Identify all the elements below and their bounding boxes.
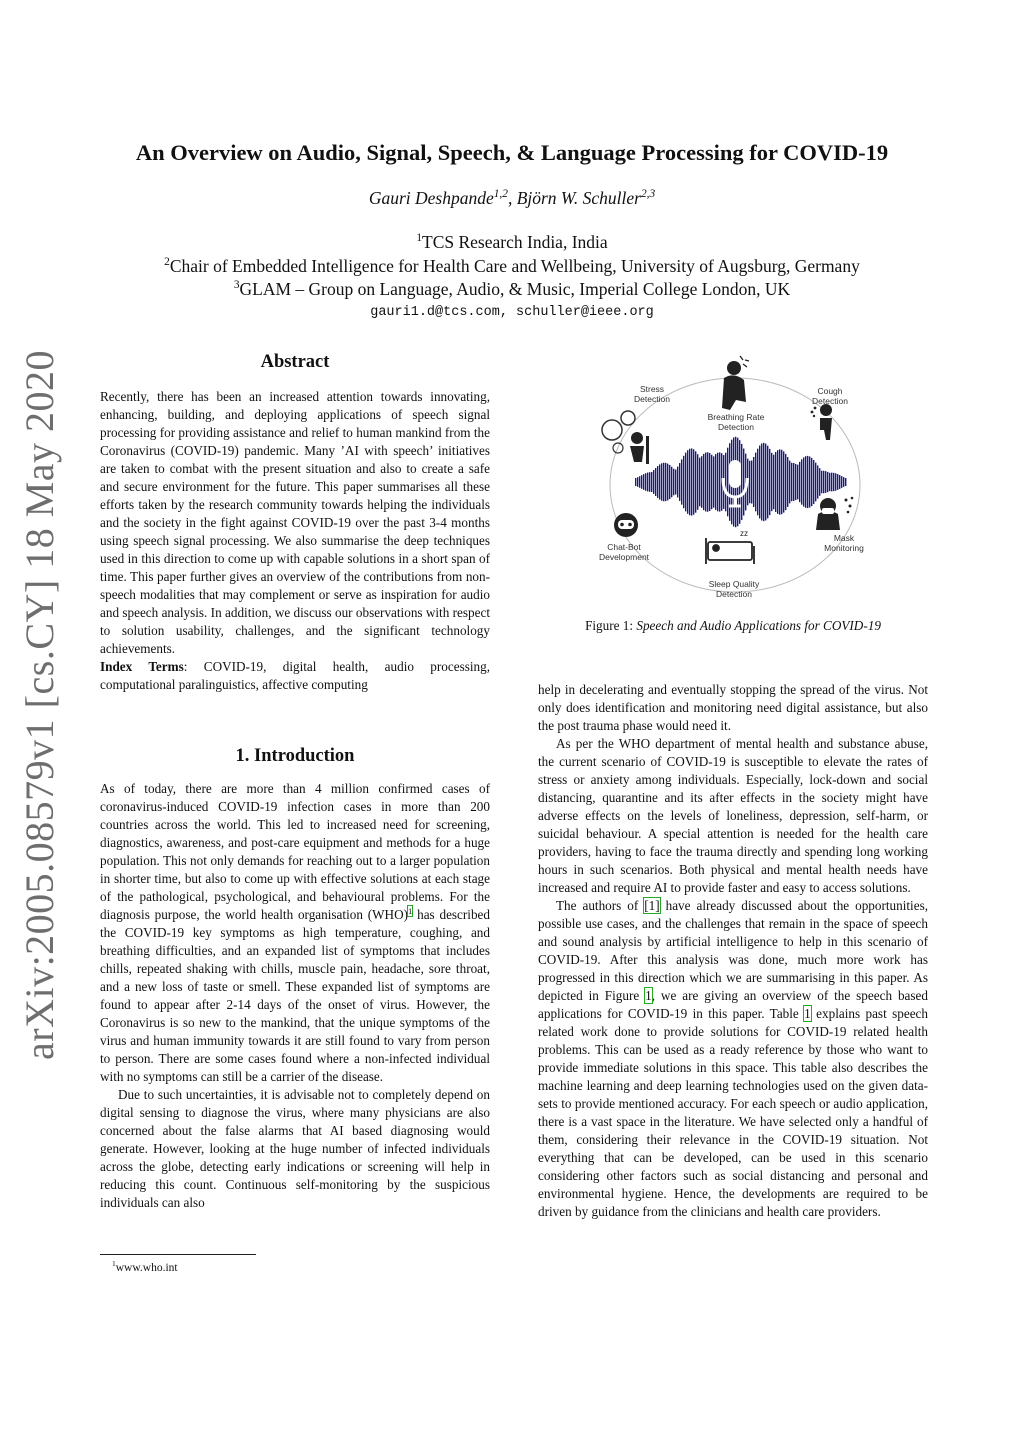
affiliation-text: TCS Research India, India	[422, 232, 608, 252]
chatbot-icon	[614, 513, 638, 537]
intro-text: As of today, there are more than 4 million confirmed cases of coronavirus-induced COVID-19 infection cases in more than 200 countries across the world. This led to increased need for screening, diagnostics, awareness, and post-care equipment and methods for a huge population. This not only demands for reaching out to a larger population in shorter time, but also to come up with effective solutions at each stage of the pathological, psychological, and behavioural problems. For the diagnosis purpose, the world health organisation (WHO)	[100, 781, 490, 922]
figure-illustration	[590, 350, 880, 610]
body-text: explains past speech related work done to provide solutions for COVID-19 related health problems. This can be used as a ready reference by those who want to provide immediate solutions in this space. This table also describes the machine learning and deep learning technologies used on the given data-sets to provide mentioned accuracy. For each speech or audio application, there is a vast space in the literature. We have selected only a handful of them, considering their relevance in the COVID-19 situation. Not everything that can be developed, can be used in this scenario considering other factors such as social distancing and personal and environmental hygiene. Hence, the developments are required to be driven by guidance from the clinicians and health care providers.	[538, 1006, 928, 1219]
index-terms	[100, 658, 490, 694]
figure-link[interactable]: 1	[645, 988, 652, 1003]
mask-monitoring-icon	[816, 497, 853, 530]
author-emails: gauri1.d@tcs.com, schuller@ieee.org	[370, 305, 654, 320]
table-link[interactable]: 1	[804, 1006, 811, 1021]
introduction-heading: 1. Introduction	[235, 746, 355, 766]
affiliation-mark: 3	[233, 279, 240, 292]
figure-caption-text: Speech and Audio Applications for COVID-19	[636, 618, 881, 633]
paper-title: An Overview on Audio, Signal, Speech, & Language Processing for COVID-19	[135, 140, 889, 165]
stress-label-2: Detection	[634, 394, 670, 404]
abstract-text: Recently, there has been an increased attention towards innovating, enhancing, building, and deploying applications of speech signal processing for providing assistance and relief to human mankind from the Coronavirus (COVID-19) pandemic. Many ’AI with speech’ initiatives are taken to combat with the present situation and also to create a safe and secure environment for the future. This paper summarises all these efforts taken by the research community towards helping the individuals and the society in the fight against COVID-19 over the past 3-4 months using speech signal processing. We also summarise the deep techniques used in this direction to come up with capable solutions in a short span of time. This paper further gives an overview of the contributions from non-speech modalities that may complement or serve as inspiration for audio and speech analysis. In addition, we discuss our observations with respect to solution usability, challenges, and the significant technology achievements.	[100, 389, 490, 656]
body-text: The authors of	[556, 898, 645, 913]
affiliation-mark: 2	[164, 256, 170, 269]
index-terms-label: Index Terms	[100, 659, 184, 674]
sleep-quality-detection-icon	[706, 529, 754, 564]
chatbot-label-1: Chat-Bot	[607, 542, 641, 552]
body-text: , we are giving an overview of the speech based applications for COVID-19 in this paper. Table	[538, 988, 928, 1021]
body-paragraph	[538, 897, 928, 1221]
stress-detection-icon	[602, 411, 649, 464]
author-name: Gauri Deshpande	[368, 188, 494, 208]
breathing-label-1: Breathing Rate	[707, 412, 765, 422]
footnote-rule	[100, 1254, 256, 1255]
intro-paragraph: Due to such uncertainties, it is advisable not to completely depend on digital sensing to diagnose the virus, where many physicians are also concerned about the false alarms that AI based diagnosing would generate. However, looking at the huge number of infected individuals across the globe, detecting early indications or screening will help in reducing this count. Continuous self-monitoring by the suspicious individuals can also	[100, 1087, 490, 1210]
mask-label-1: Mask	[833, 533, 855, 543]
breathing-label-2: Detection	[718, 422, 754, 432]
abstract-body	[100, 388, 490, 694]
affiliation-line	[0, 279, 1024, 300]
index-terms-text: : COVID-19, digital health, audio processing, computational paralinguistics, affective computing	[100, 659, 490, 692]
breathing-rate-detection-icon	[722, 356, 749, 410]
footnote-mark: 1	[112, 1259, 116, 1269]
introduction-body	[100, 780, 490, 1212]
affiliation-mark: 1	[416, 232, 423, 245]
author-affiliation-mark: 2,3	[640, 188, 656, 201]
affiliation-text: GLAM – Group on Language, Audio, & Music, Imperial College London, UK	[239, 279, 791, 299]
footnote-text: www.who.int	[115, 1262, 178, 1274]
svg-text:zz: zz	[740, 529, 748, 538]
abstract-heading: Abstract	[260, 352, 330, 372]
author-name: Björn W. Schuller	[516, 188, 641, 208]
figure-1	[590, 350, 880, 610]
intro-paragraph	[100, 780, 490, 1086]
cough-label-1: Cough	[817, 386, 843, 396]
chatbot-label-2: Development	[598, 552, 650, 562]
body-paragraph: help in decelerating and eventually stopping the spread of the virus. Not only does identification and monitoring need digital assistance, but also the post trauma phase would need it.	[538, 682, 928, 733]
author-affiliation-mark: 1,2	[493, 188, 508, 201]
cough-label-2: Detection	[812, 396, 848, 406]
intro-text: has described the COVID-19 key symptoms as high temperature, coughing, and breathing difficulties, and an expanded list of symptoms that includes chills, repeated shaking with chills, muscle pain, headache, sore throat, and a new loss of taste or smell. These expanded list of symptoms are found to appear after 2-14 days of the onset of virus. However, the Coronavirus is so new to the mankind, that the unique symptoms of the virus and human immunity towards it are still found to vary from person to person. There are some cases found where a non-infected individual with no symptoms can still be a carrier of the disease.	[100, 907, 491, 1084]
author-line	[0, 188, 1024, 209]
affiliation-text: Chair of Embedded Intelligence for Health Care and Wellbeing, University of Augsburg, Germany	[169, 256, 860, 276]
body-paragraph: As per the WHO department of mental health and substance abuse, the current scenario of COVID-19 is susceptible to elevate the rates of stress or anxiety among individuals. Especially, lock-down and social distancing, quarantine and its after effects in the society might have adverse effects on the levels of loneliness, depression, self-harm, or suicidal behaviour. A special attention is needed for the health care providers, having to face the trauma directly and spending long working hours in such scenarios. Both physical and mental health needs have increased and require AI to provide faster and easy to access solutions.	[538, 736, 928, 895]
sleep-label-2: Detection	[716, 589, 752, 599]
sleep-label-1: Sleep Quality	[708, 579, 760, 589]
affiliation-line	[0, 232, 1024, 253]
affiliation-line	[0, 256, 1024, 277]
citation-link[interactable]: [1]	[644, 898, 660, 913]
stress-label-1: Stress	[639, 384, 665, 394]
author-separator: ,	[507, 188, 517, 208]
footnote-link[interactable]: 1	[408, 905, 413, 916]
footnote	[112, 1259, 178, 1274]
figure-caption-prefix: Figure 1:	[585, 618, 637, 633]
right-column-body	[538, 681, 928, 1221]
figure-caption	[538, 618, 928, 634]
arxiv-stamp-text: arXiv:2005.08579v1 [cs.CY] 18 May 2020	[17, 349, 62, 1060]
mask-label-2: Monitoring	[824, 543, 864, 553]
cough-detection-icon	[811, 404, 832, 440]
body-text: have already discussed about the opportunities, possible use cases, and the challenges that remain in the space of speech and sound analysis by artificial intelligence to help in this scenario of COVID-19. After this analysis was done, much more work has progressed in this direction which we are summarising in this paper. As depicted in Figure	[538, 898, 929, 1003]
